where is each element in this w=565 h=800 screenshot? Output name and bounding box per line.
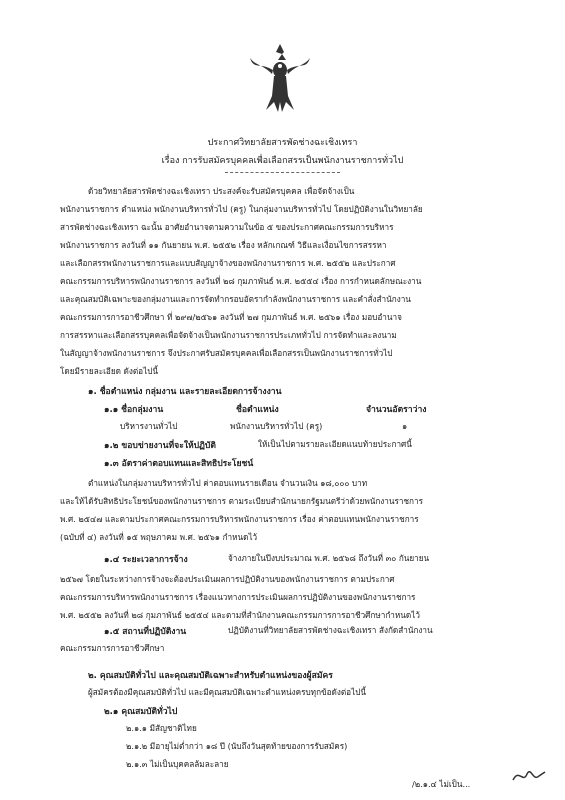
- continuation-note: /๒.๑.๔ ไม่เป็น...: [412, 779, 471, 789]
- announcement-title: [0, 134, 565, 170]
- title-line-1: ประกาศวิทยาลัยสารพัดช่างฉะเชิงเทรา: [207, 138, 358, 148]
- intro-paragraph: [60, 182, 520, 380]
- duration-line: พ.ศ. ๒๕๕๒ ลงวันที่ ๒๘ กุมภาพันธ์ ๒๕๕๔ และตามที่สำนักงานคณะกรรมการการอาชีวศึกษากำหนดไว้: [60, 610, 420, 620]
- row-vacancy-count: ๑: [402, 421, 408, 431]
- section-1-1-heading: ๑.๑ ชื่อกลุ่มงาน: [104, 405, 164, 415]
- intro-line: พนักงานราชการ ตำแหน่ง พนักงานบริหารทั่วไป (ครู) ในกลุ่มงานบริหารทั่วไป โดยปฏิบัติงานในวิทยาลัย: [60, 204, 423, 214]
- intro-line: ด้วยวิทยาลัยสารพัดช่างฉะเชิงเทรา ประสงค์จะรับสมัครบุคคล เพื่อจัดจ้างเป็น: [88, 186, 355, 196]
- intro-line: พนักงานราชการ ลงวันที่ ๑๑ กันยายน พ.ศ. ๒๕๕๒ เรื่อง หลักเกณฑ์ วิธีและเงื่อนไขการสรรหา: [60, 240, 387, 250]
- row-position-name: พนักงานบริหารทั่วไป (ครู): [230, 421, 323, 431]
- section-1-3-paragraph: [60, 474, 520, 546]
- section-1-2-text: ให้เป็นไปตามรายละเอียดแนบท้ายประกาศนี้: [258, 439, 412, 449]
- section-1-4-heading: ๑.๔ ระยะเวลาการจ้าง: [104, 555, 188, 565]
- intro-line: โดยมีรายละเอียด ดังต่อไปนี้: [60, 366, 159, 376]
- intro-line: คณะกรรมการการอาชีวศึกษา ที่ ๒๙๗/๒๕๖๑ ลงวันที่ ๒๗ กุมภาพันธ์ พ.ศ. ๒๕๖๑ เรื่อง มอบอำนาจ: [60, 312, 402, 322]
- vacancy-col-header: จำนวนอัตราว่าง: [366, 405, 427, 415]
- qualification-item: ๒.๑.๑ มีสัญชาติไทย: [126, 723, 197, 733]
- intro-line: การสรรหาและเลือกสรรบุคคลเพื่อจัดจ้างเป็นพนักงานราชการประเภททั่วไป การจัดทำและลงนาม: [60, 330, 397, 340]
- garuda-emblem: [248, 40, 312, 116]
- compensation-line: และให้ได้รับสิทธิประโยชน์ของพนักงานราชการ ตามระเบียบสำนักนายกรัฐมนตรีว่าด้วยพนักงานราชการ: [60, 496, 423, 506]
- position-col-header: ชื่อตำแหน่ง: [236, 405, 279, 415]
- intro-line: สารพัดช่างฉะเชิงเทรา ฉะนั้น อาศัยอำนาจตามความในข้อ ๕ ของประกาศคณะกรรมการบริหาร: [60, 222, 394, 232]
- row-group-name: บริหารงานทั่วไป: [120, 421, 178, 431]
- qualification-item: ๒.๑.๓ ไม่เป็นบุคคลล้มละลาย: [126, 759, 229, 769]
- section-2-heading: ๒. คุณสมบัติทั่วไป และคุณสมบัติเฉพาะสำหรับตำแหน่งของผู้สมัคร: [88, 671, 333, 681]
- title-line-2: เรื่อง การรับสมัครบุคคลเพื่อเลือกสรรเป็นพนักงานราชการทั่วไป: [161, 156, 404, 166]
- section-1-heading: ๑. ชื่อตำแหน่ง กลุ่มงาน และรายละเอียดการจ้างงาน: [88, 387, 282, 397]
- intro-line: และคุณสมบัติเฉพาะของกลุ่มงานและการจัดทำกรอบอัตรากำลังพนักงานราชการ และคำสั่งสำนักงาน: [60, 294, 411, 304]
- section-2-1-heading: ๒.๑ คุณสมบัติทั่วไป: [104, 707, 178, 717]
- intro-line: คณะกรรมการบริหารพนักงานราชการ ลงวันที่ ๒๘ กุมภาพันธ์ พ.ศ. ๒๕๕๔ เรื่อง การกำหนดลักษณะงาน: [60, 276, 422, 286]
- qualification-item: ๒.๑.๒ มีอายุไม่ต่ำกว่า ๑๘ ปี (นับถึงวันสุดท้ายของการรับสมัคร): [126, 741, 348, 751]
- intro-line: ในสัญญาจ้างพนักงานราชการ จึงประกาศรับสมัครบุคคลเพื่อเลือกสรรเป็นพนักงานราชการทั่วไป: [60, 348, 393, 358]
- duration-line: คณะกรรมการบริหารพนักงานราชการ เรื่องแนวทางการประเมินผลการปฏิบัติงานของพนักงานราชการ: [60, 592, 416, 602]
- duration-line: ๒๕๖๗ โดยในระหว่างการจ้างจะต้องประเมินผลการปฏิบัติงานของพนักงานราชการ ตามประกาศ: [60, 574, 395, 584]
- section-1-5-second-line: คณะกรรมการการอาชีวศึกษา: [60, 643, 165, 653]
- section-1-3-heading: ๑.๓ อัตราค่าตอบแทนและสิทธิประโยชน์: [104, 459, 254, 469]
- section-1-5-first-line: ปฏิบัติงานที่วิทยาลัยสารพัดช่างฉะเชิงเทรา สังกัดสำนักงาน: [228, 625, 433, 635]
- section-1-2-heading: ๑.๒ ขอบข่ายงานที่จะให้ปฏิบัติ: [104, 441, 216, 451]
- initials-signature: [509, 766, 549, 786]
- intro-line: และเลือกสรรพนักงานราชการและแบบสัญญาจ้างของพนักงานราชการ พ.ศ. ๒๕๕๒ และประกาศ: [60, 258, 396, 268]
- section-1-5-heading: ๑.๕ สถานที่ปฏิบัติงาน: [104, 627, 187, 637]
- section-1-4-paragraph: [60, 570, 520, 624]
- title-divider: [225, 172, 340, 173]
- section-2-intro: ผู้สมัครต้องมีคุณสมบัติทั่วไป และมีคุณสมบัติเฉพาะตำแหน่งครบทุกข้อดังต่อไปนี้: [88, 687, 367, 697]
- section-1-4-first-line: จ้างภายในปีงบประมาณ พ.ศ. ๒๕๖๘ ถึงวันที่ ๓๐ กันยายน: [228, 553, 430, 563]
- compensation-line: พ.ศ. ๒๕๔๗ และตามประกาศคณะกรรมการบริหารพนักงานราชการ เรื่อง ค่าตอบแทนพนักงานราชการ: [60, 514, 419, 524]
- compensation-line: ตำแหน่งในกลุ่มงานบริหารทั่วไป ค่าตอบแทนรายเดือน จำนวนเงิน ๑๘,๐๐๐ บาท: [88, 478, 368, 488]
- compensation-line: (ฉบับที่ ๔) ลงวันที่ ๑๕ พฤษภาคม พ.ศ. ๒๕๖๑ กำหนดไว้: [60, 532, 258, 542]
